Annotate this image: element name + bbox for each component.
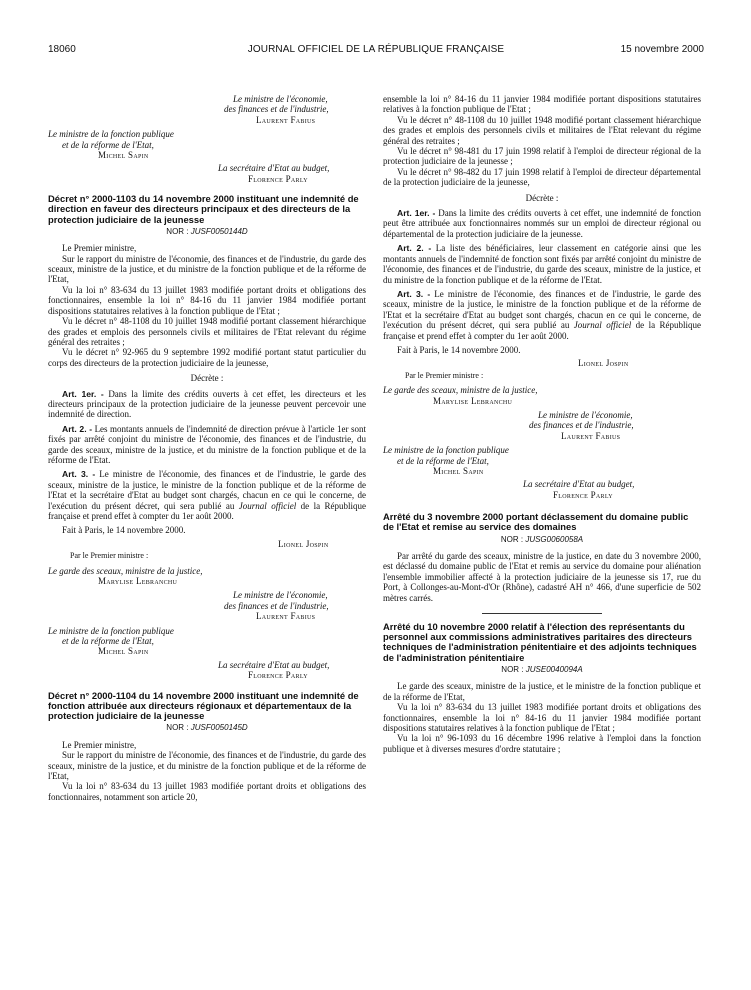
gds-title: Le garde des sceaux, ministre de la justice, (48, 565, 203, 576)
gds-name: Marylise Lebranchu (433, 395, 513, 406)
decrete-label: Décrète : (525, 192, 559, 203)
paragraph: Vu la loi n° 83-634 du 13 juillet 1983 modifiée portant droits et obligations des fonctionnaires, notamment son article 20, (48, 781, 366, 802)
by-pm: Par le Premier ministre : (405, 370, 484, 380)
nor-code: JUSF0050145D (190, 723, 248, 733)
decree-title: Décret n° 2000-1103 du 14 novembre 2000 instituant une indemnité de direction en faveur des directeurs principaux et des directeurs de la protection judiciaire de la jeunesse (48, 193, 359, 225)
article-text: Le ministre de l'économie, des finances et de l'industrie, le garde des sceaux, ministre de la justice, le ministre de la fonction publique et de la réforme de l'Etat et la secrétaire d'Etat au budget sont chargés, chacun en ce qui le concerne, de l'exécution du présent décret, qui sera publié au (48, 469, 367, 511)
eco-name: Laurent Fabius (561, 430, 621, 441)
paragraph: Vu le décret n° 92-965 du 9 septembre 1992 modifié portant statut particulier du corps des directeurs de la protection judiciaire de la jeunesse, (48, 347, 366, 368)
eco-name: Laurent Fabius (256, 611, 316, 622)
article-text: Les montants annuels de l'indemnité de direction prévue à l'article 1er sont fixés par arrêté conjoint du ministre de l'économie, des finances et de l'industrie, du garde des sceaux, ministre de la justice, et du ministre de la fonction publique et de la réforme de l'Etat. (48, 423, 367, 465)
paragraph: Vu le décret n° 48-1108 du 10 juillet 1948 modifié portant classement hiérarchique des grades et emplois des personnels civils et militaires de l'Etat relevant du régime général des retraites ; (48, 316, 366, 347)
eco-title-2: des finances et de l'industrie, (224, 600, 329, 611)
paragraph: Par arrêté du garde des sceaux, ministre de la justice, en date du 3 novembre 2000, est déclassé du domaine public de l'Etat et remis au service du domaine pour aliénation l'ensemble immobilier affecté à la protection judiciaire de la jeunesse sis 17, rue du Port, à Collonges-au-Mont-d'Or (Rhône), cadastré AH n° 466, d'une superficie de 502 mètres carrés. (383, 551, 701, 603)
article-3 (383, 289, 701, 341)
paragraph: Sur le rapport du ministre de l'économie, des finances et de l'industrie, du garde des sceaux, ministre de la justice, et du ministre de la fonction publique et de la réforme de l'Etat, (48, 253, 366, 285)
decrete-label: Décrète : (190, 373, 224, 384)
bud-name: Florence Parly (248, 670, 308, 681)
sig-budget-title: La secrétaire d'Etat au budget, (218, 163, 330, 174)
paragraph: Vu le décret n° 98-481 du 17 juin 1998 relatif à l'emploi de directeur régional de la protection judiciaire de la jeunesse ; (383, 146, 701, 167)
journal-officiel-ref: Journal officiel (238, 500, 297, 511)
fp-title-2: et de la réforme de l'Etat, (397, 455, 489, 466)
article-2 (48, 424, 366, 466)
article-label: Art. 1er. - (397, 208, 436, 219)
bud-name: Florence Parly (553, 489, 613, 500)
arrete-title: Arrêté du 10 novembre 2000 relatif à l'élection des représentants du personnel aux commissions administratives paritaires des directeurs techniques de l'administration pénitentiaire et des adjoints techniques de l'administration pénitentiaire (383, 621, 697, 663)
signature-block-top (48, 94, 366, 184)
decree-2000-1104 (48, 691, 366, 802)
fp-name: Michel Sapin (433, 466, 484, 476)
fp-title-1: Le ministre de la fonction publique (48, 625, 174, 636)
bud-title: La secrétaire d'Etat au budget, (523, 479, 635, 490)
eco-title-1: Le ministre de l'économie, (233, 590, 328, 601)
pm-name: Lionel Jospin (578, 358, 629, 369)
arrete-2000-11-10 (383, 622, 701, 754)
nor-label: NOR : (501, 664, 524, 674)
paragraph: Le garde des sceaux, ministre de la justice, et le ministre de la fonction publique et de la réforme de l'Etat, (383, 681, 701, 702)
fp-name: Michel Sapin (98, 646, 149, 657)
page-header (48, 44, 704, 60)
paragraph: Vu la loi n° 96-1093 du 16 décembre 1996 relative à l'emploi dans la fonction publique et à diverses mesures d'ordre statutaire ; (383, 733, 701, 754)
decree-2000-1103 (48, 194, 366, 680)
paragraph: Vu le décret n° 48-1108 du 10 juillet 1948 modifié portant classement hiérarchique des grades et emplois des personnels civils et militaires de l'Etat relevant du régime général des retraites ; (383, 114, 701, 146)
fp-title-2: et de la réforme de l'Etat, (62, 636, 154, 647)
arrete-title: Arrêté du 3 novembre 2000 portant déclassement du domaine public de l'Etat et remise au service des domaines (383, 511, 689, 533)
nor-reference (383, 535, 701, 545)
sig-economie-title-2: des finances et de l'industrie, (224, 104, 329, 115)
eco-title-1: Le ministre de l'économie, (538, 409, 633, 420)
nor-code: JUSF0050144D (190, 226, 248, 236)
gds-title: Le garde des sceaux, ministre de la justice, (383, 385, 538, 396)
paragraph: Vu la loi n° 83-634 du 13 juillet 1983 modifiée portant droits et obligations des fonctionnaires, ensemble la loi n° 84-16 du 11 janvier 1984 modifiée portant dispositions statutaires relatives à la fonction publique de l'Etat ; (48, 284, 366, 316)
paragraph: ensemble la loi n° 84-16 du 11 janvier 1984 modifiée portant dispositions statutaires relatives à la fonction publique de l'Etat ; (383, 94, 701, 115)
bud-title: La secrétaire d'Etat au budget, (218, 659, 330, 670)
done-at: Fait à Paris, le 14 novembre 2000. (397, 344, 521, 355)
paragraph: Le Premier ministre, (62, 243, 137, 254)
right-column (383, 94, 701, 754)
sig-economie-name: Laurent Fabius (256, 114, 316, 125)
article-text-end: de la République française et prend effet à compter du 1er août 2000. (48, 500, 367, 522)
nor-label: NOR : (166, 723, 189, 733)
page-number: 18060 (48, 44, 76, 55)
pm-name: Lionel Jospin (278, 538, 329, 549)
article-label: Art. 1er. - (62, 388, 104, 399)
fp-title-1: Le ministre de la fonction publique (383, 445, 509, 456)
article-label: Art. 3. - (397, 288, 431, 299)
article-1 (48, 389, 366, 420)
arrete-2000-11-03 (383, 512, 701, 603)
left-column (48, 94, 366, 802)
article-label: Art. 2. - (397, 243, 432, 254)
paragraph: Le Premier ministre, (62, 739, 137, 750)
decree-2000-1104-continued (383, 94, 701, 500)
journal-title: JOURNAL OFFICIEL DE LA RÉPUBLIQUE FRANÇAISE (247, 44, 505, 55)
nor-label: NOR : (500, 534, 524, 544)
article-text: Dans la limite des crédits ouverts à cet effet, une indemnité de fonction peut être attribuée aux fonctionnaires nommés sur un emploi de directeur régional ou départemental de la protection judiciaire de la jeunesse. (383, 208, 702, 239)
nor-code: JUSG0060058A (525, 534, 584, 544)
article-3 (48, 469, 366, 521)
article-2 (383, 243, 701, 285)
sig-fonction-title-2: et de la réforme de l'Etat, (62, 139, 154, 150)
issue-date: 15 novembre 2000 (620, 44, 704, 55)
eco-title-2: des finances et de l'industrie, (529, 420, 634, 431)
sig-economie-title-1: Le ministre de l'économie, (233, 94, 328, 104)
gds-name: Marylise Lebranchu (98, 576, 178, 587)
sig-fonction-title-1: Le ministre de la fonction publique (48, 129, 174, 140)
sig-fonction-name: Michel Sapin (98, 150, 149, 161)
article-label: Art. 2. - (62, 423, 93, 434)
nor-reference (48, 723, 366, 733)
journal-officiel-ref: Journal officiel (573, 320, 632, 331)
decree-title: Décret n° 2000-1104 du 14 novembre 2000 instituant une indemnité de fonction attribuée aux directeurs régionaux et départementaux de la protection judiciaire de la jeunesse (48, 689, 359, 722)
by-pm: Par le Premier ministre : (70, 551, 149, 561)
paragraph: Vu le décret n° 98-482 du 17 juin 1998 relatif à l'emploi de directeur départemental de la protection judiciaire de la jeunesse, (383, 166, 701, 188)
article-1 (383, 208, 701, 239)
paragraph: Sur le rapport du ministre de l'économie, des finances et de l'industrie, du garde des sceaux, ministre de la justice, et du ministre de la fonction publique et de la réforme de l'Etat, (48, 750, 366, 781)
nor-reference (383, 665, 701, 675)
done-at: Fait à Paris, le 14 novembre 2000. (62, 525, 186, 536)
section-divider (482, 613, 602, 614)
nor-reference (48, 227, 366, 237)
sig-budget-name: Florence Parly (248, 173, 308, 184)
article-text: Le ministre de l'économie, des finances et de l'industrie, le garde des sceaux, ministre de la justice, le ministre de la fonction publique et de la réforme de l'Etat et la secrétaire d'Etat au budget sont chargés, chacun en ce qui le concerne, de l'exécution du présent décret, qui sera publié au (383, 288, 702, 331)
article-text: La liste des bénéficiaires, leur classement en catégorie ainsi que les montants annuels de l'indemnité de fonction sont fixés par arrêté conjoint du ministre de l'économie, des finances et de l'industrie, du garde des sceaux, ministre de la justice, et du ministre de la fonction publique et de la réforme de l'Etat. (383, 243, 701, 285)
paragraph: Vu la loi n° 83-634 du 13 juillet 1983 modifiée portant droits et obligations des fonctionnaires, ensemble la loi n° 84-16 du 11 janvier 1984 modifiée portant dispositions statutaires relatives à la fonction publique de l'Etat ; (383, 702, 701, 733)
article-label: Art. 3. - (62, 469, 96, 480)
nor-label: NOR : (166, 226, 189, 236)
nor-code: JUSE0040094A (525, 664, 583, 674)
article-text-end: de la République française et prend effet à compter du 1er août 2000. (383, 320, 702, 341)
article-text: Dans la limite des crédits ouverts à cet effet, les directeurs et les directeurs principaux de la protection judiciaire de la jeunesse peuvent percevoir une indemnité de direction. (48, 388, 366, 420)
